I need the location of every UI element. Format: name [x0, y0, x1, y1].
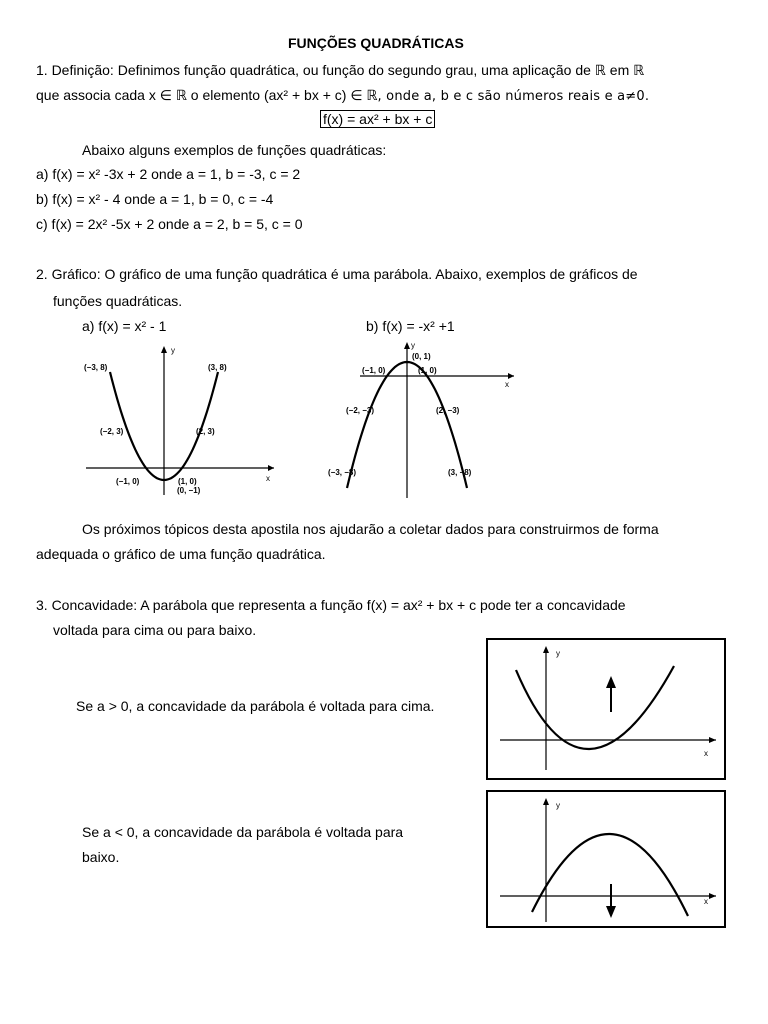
graph-b-point-label: (−3, −8) — [328, 468, 357, 477]
definition-line-2a: que associa cada x ∈ ℝ o elemento (ax² + bx + c) ∈ ℝ — [36, 87, 378, 103]
concavity-up-text: Se a > 0, a concavidade da parábola é voltada para cima. — [76, 698, 435, 714]
graph-b-point-label: (2, −3) — [436, 406, 460, 415]
graph-a-y-label: y — [171, 346, 175, 355]
graph-a-point-label: (−3, 8) — [84, 363, 108, 372]
concavity-line-1: 3. Concavidade: A parábola que representa a função f(x) = ax² + bx + c pode ter a concavidade — [36, 597, 626, 613]
definition-line-2b: , onde a, b e c são números reais e a≠0. — [377, 89, 650, 104]
concavity-line-2: voltada para cima ou para baixo. — [53, 622, 257, 638]
down-x-label: x — [704, 897, 708, 906]
graph-b-x-label: x — [505, 380, 509, 389]
definition-line-1: 1. Definição: Definimos função quadrática, ou função do segundo grau, uma aplicação de ℝ em ℝ — [36, 62, 645, 78]
graph-a-label: a) f(x) = x² - 1 — [82, 318, 167, 334]
example-a: a) f(x) = x² -3x + 2 onde a = 1, b = -3, c = 2 — [36, 166, 301, 182]
graph-a-point-label: (3, 8) — [208, 363, 227, 372]
graph-a-point-label: (−1, 0) — [116, 477, 140, 486]
up-x-label: x — [704, 749, 708, 758]
arrow-down-icon — [606, 906, 616, 918]
example-b: b) f(x) = x² - 4 onde a = 1, b = 0, c = -4 — [36, 191, 274, 207]
graph-a-y-arrow — [161, 346, 167, 353]
formula-box: f(x) = ax² + bx + c — [320, 110, 435, 128]
concavity-down-svg — [488, 792, 724, 926]
graph-a-point-label: (0, −1) — [177, 486, 201, 495]
graph-a-point-label: (−2, 3) — [100, 427, 124, 436]
down-y-arrow — [543, 798, 549, 805]
graph-b-point-label: (−1, 0) — [362, 366, 386, 375]
graph-b-y-arrow — [404, 342, 410, 349]
graph-a-x-label: x — [266, 474, 270, 483]
up-x-arrow — [709, 737, 716, 743]
down-y-label: y — [556, 801, 560, 810]
concavity-down-figure — [486, 790, 726, 928]
graph-b-label: b) f(x) = -x² +1 — [366, 318, 455, 334]
concavity-up-svg — [488, 640, 724, 778]
up-y-label: y — [556, 649, 560, 658]
graph-b-point-label: (−2, −3) — [346, 406, 375, 415]
arrow-up-icon — [606, 676, 616, 688]
next-topics-line-1: Os próximos tópicos desta apostila nos ajudarão a coletar dados para construirmos de forma — [82, 521, 659, 537]
graph-b-point-label: (1, 0) — [418, 366, 437, 375]
concavity-down-text-1: Se a < 0, a concavidade da parábola é voltada para — [82, 824, 404, 840]
general-formula — [320, 110, 435, 128]
examples-intro: Abaixo alguns exemplos de funções quadráticas: — [82, 142, 387, 158]
graph-a-point-label: (1, 0) — [178, 477, 197, 486]
next-topics-line-2: adequada o gráfico de uma função quadrática. — [36, 546, 326, 562]
graph-b-y-label: y — [411, 341, 415, 350]
up-y-arrow — [543, 646, 549, 653]
graph-b-point-label: (0, 1) — [412, 352, 431, 361]
graph-a — [80, 340, 280, 500]
down-x-arrow — [709, 893, 716, 899]
definition-line-2 — [36, 86, 649, 106]
graph-b-x-arrow — [508, 373, 514, 379]
graph-b-point-label: (3, −8) — [448, 468, 472, 477]
graph-section-line-1: 2. Gráfico: O gráfico de uma função quadrática é uma parábola. Abaixo, exemplos de gráficos de — [36, 266, 638, 282]
graph-a-x-arrow — [268, 465, 274, 471]
graph-section-line-2: funções quadráticas. — [53, 293, 183, 309]
page-title: FUNÇÕES QUADRÁTICAS — [288, 35, 464, 51]
graph-a-point-label: (2, 3) — [196, 427, 215, 436]
graph-b — [322, 340, 522, 500]
concavity-down-text-2: baixo. — [82, 849, 120, 865]
example-c: c) f(x) = 2x² -5x + 2 onde a = 2, b = 5, c = 0 — [36, 216, 303, 232]
up-parabola — [516, 666, 674, 749]
concavity-up-figure — [486, 638, 726, 780]
